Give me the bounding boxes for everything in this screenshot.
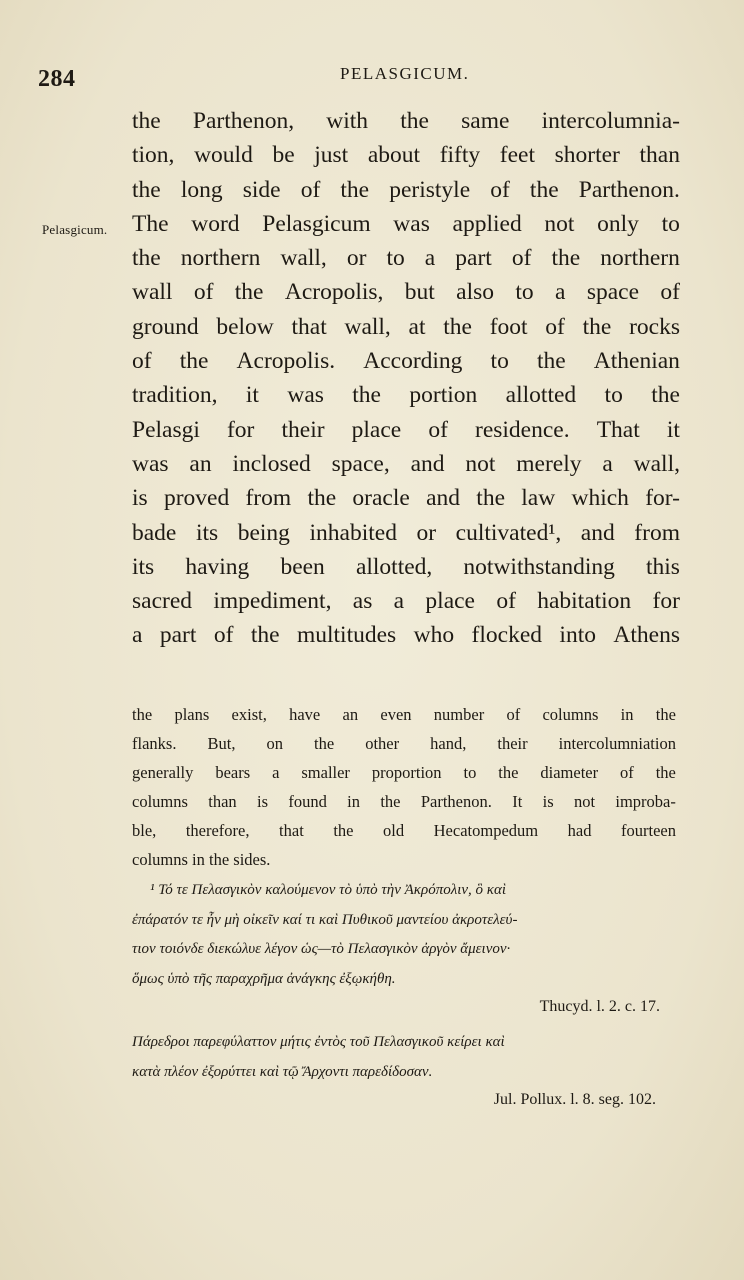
greek-quote-line: ὅμως ὑπὸ τῆς παραχρῆμα ἀνάγκης ἐξῳκήθη. [132,970,396,987]
greek-quote-2 [132,1028,676,1087]
citation-pollux: Jul. Pollux. l. 8. seg. 102. [493,1091,656,1108]
body-line: tradition, it was the portion allotted to the [132,382,680,409]
body-line: a part of the multitudes who flocked into Athens [132,622,680,649]
footnote-line: generally bears a smaller proportion to the diameter of the [132,763,676,782]
body-line: Pelasgi for their place of residence. That it [132,416,680,443]
footnote-line: columns than is found in the Parthenon. It is not improba- [132,792,676,811]
greek-quote-line: τιον τοιόνδε διεκώλυε λέγον ὡς—τὸ Πελασγικὸν ἀργὸν ἄμεινον· [132,941,511,957]
body-line: the northern wall, or to a part of the northern [132,245,680,272]
body-line: tion, would be just about fifty feet shorter than [132,142,680,169]
footnote-continuation [132,700,676,874]
margin-note: Pelasgicum. [42,222,108,237]
footnote-line: columns in the sides. [132,850,271,869]
greek-quote-line: ¹ Τό τε Πελασγικὸν καλούμενον τὸ ὑπὸ τὴν Ἀκρόπολιν, ὃ καὶ [150,882,507,898]
body-line: its having been allotted, notwithstanding this [132,553,680,580]
body-line: the Parthenon, with the same intercolumnia- [132,108,680,134]
body-line: sacred impediment, as a place of habitation for [132,588,680,615]
body-line: bade its being inhabited or cultivated¹, and from [132,519,680,546]
body-text [132,104,680,653]
footnote-line: ble, therefore, that the old Hecatompedum had fourteen [132,821,676,840]
body-line: the long side of the peristyle of the Parthenon. [132,176,680,203]
page-number: 284 [38,66,76,92]
body-line: is proved from the oracle and the law which for- [132,485,680,512]
greek-footnotes [132,876,676,1113]
running-head: PELASGICUM. [340,64,470,83]
body-line: The word Pelasgicum was applied not only to [132,210,680,237]
body-line: of the Acropolis. According to the Athenian [132,348,680,375]
body-line: wall of the Acropolis, but also to a space of [132,279,680,306]
footnote-line: flanks. But, on the other hand, their intercolumniation [132,734,676,753]
citation-thucydides: Thucyd. l. 2. c. 17. [539,998,660,1015]
body-line: was an inclosed space, and not merely a wall, [132,450,680,477]
body-line: ground below that wall, at the foot of the rocks [132,313,680,340]
footnote-line: the plans exist, have an even number of columns in the [132,705,676,724]
greek-quote-line: κατὰ πλέον ἐξορύττει καὶ τῷ Ἄρχοντι παρεδίδοσαν. [132,1063,433,1080]
greek-quote-line: Πάρεδροι παρεφύλαττον μήτις ἐντὸς τοῦ Πελασγικοῦ κείρει καὶ [132,1034,505,1050]
greek-quote-line: ἐπάρατόν τε ἦν μὴ οἰκεῖν καί τι καὶ Πυθικοῦ μαντείου ἀκροτελεύ- [132,911,518,928]
